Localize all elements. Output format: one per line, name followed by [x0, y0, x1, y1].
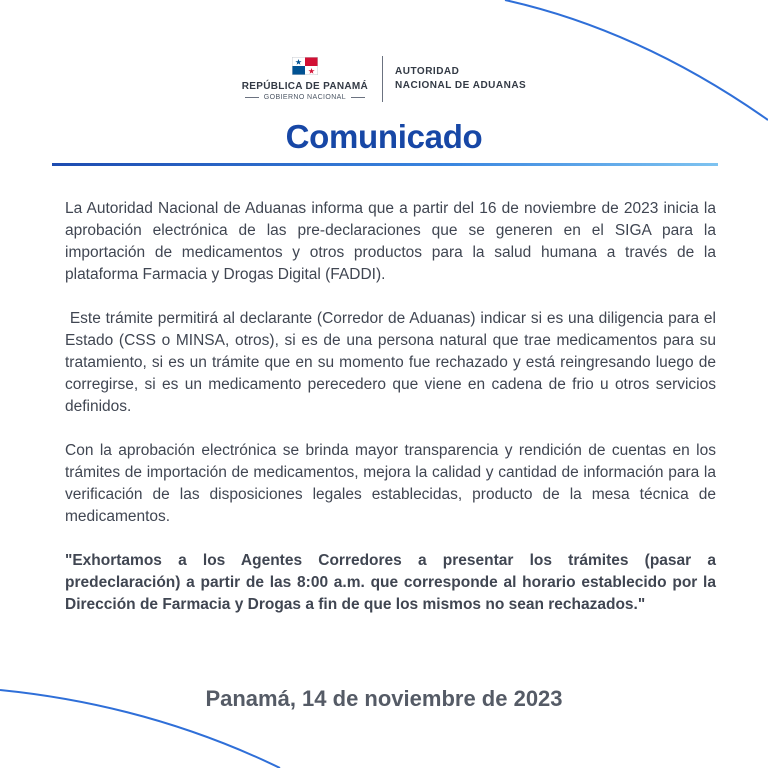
issue-date: Panamá, 14 de noviembre de 2023: [205, 686, 563, 711]
quote-paragraph: "Exhortamos a los Agentes Corredores a presentar los trámites (pasar a predeclaración) a partir de las 8:00 a.m. que corresponde al horario establecido por la Dirección de Farmacia y Drogas a fin de que los mismos no sean rechazados.": [65, 552, 716, 613]
authority-line-2: NACIONAL DE ADUANAS: [395, 80, 527, 91]
title-underline: [52, 163, 718, 166]
authority-line-1: AUTORIDAD: [395, 66, 460, 77]
divider-dash: [351, 97, 365, 98]
header-divider: [382, 56, 383, 102]
government-line: [245, 94, 365, 101]
paragraph-3: Con la aprobación electrónica se brinda mayor transparencia y rendición de cuentas en los trámites de importación de medicamentos, mejora la calidad y cantidad de información para la verificación de las disposiciones legales establecidas, producto de la mesa técnica de medicamentos.: [65, 442, 716, 525]
authority-logo: [389, 65, 526, 93]
body-text: [65, 198, 721, 638]
header-logos: [0, 56, 768, 102]
paragraph-2: Este trámite permitirá al declarante (Corredor de Aduanas) indicar si es una diligencia para el Estado (CSS o MINSA, otros), si es de una persona natural que trae medicamentos para su tratamiento, si es un trámite que en su momento fue rechazado y está reingresando luego de corregirse, si es un medicamento perecedero que viene en cadena de frio u otros servicios definidos.: [65, 310, 721, 415]
page-title: Comunicado: [285, 118, 483, 155]
republic-name: REPÚBLICA DE PANAMÁ: [241, 81, 369, 92]
divider-dash: [245, 97, 259, 98]
paragraph-1: La Autoridad Nacional de Aduanas informa que a partir del 16 de noviembre de 2023 inicia la aprobación electrónica de las pre-declaraciones que se generen en el SIGA para la importación de medicamentos y otros productos para la salud humana a través de la plataforma Farmacia y Drogas Digital (FADDI).: [65, 200, 716, 283]
republic-logo: [242, 57, 368, 101]
government-name: GOBIERNO NACIONAL: [263, 94, 347, 101]
panama-flag-icon: [292, 57, 318, 75]
